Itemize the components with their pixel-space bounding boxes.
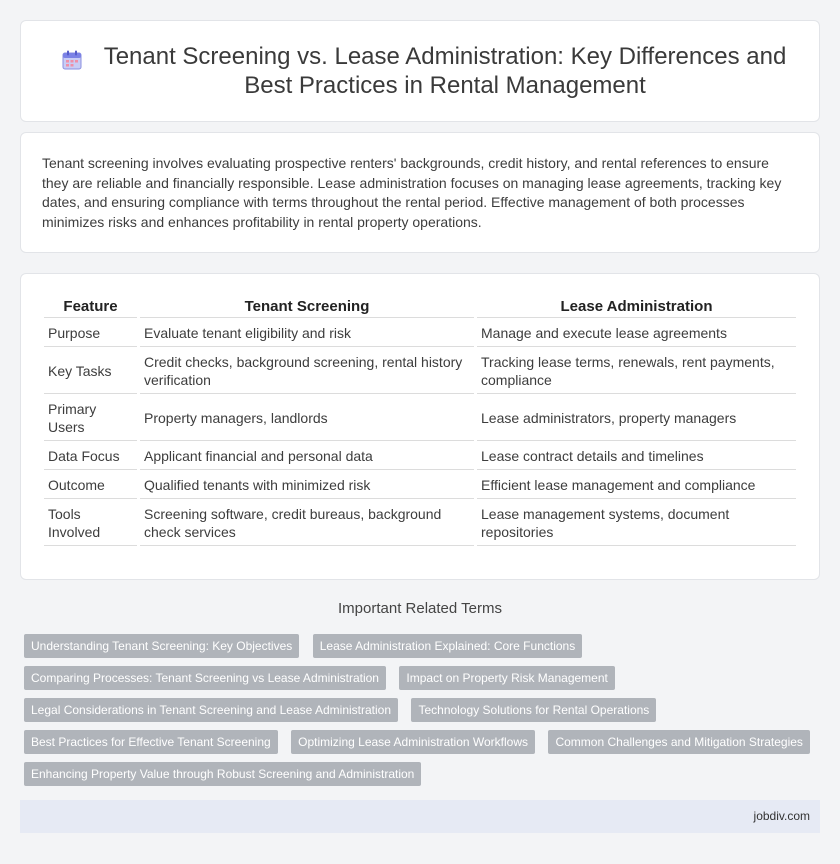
page-title: Tenant Screening vs. Lease Administration: Key Differences and Best Practices in Rental Management bbox=[103, 43, 787, 99]
table-cell: Primary Users bbox=[44, 394, 137, 441]
column-header-tenant-screening: Tenant Screening bbox=[140, 295, 474, 318]
related-term-tag[interactable]: Comparing Processes: Tenant Screening vs Lease Administration bbox=[24, 666, 386, 690]
table-cell: Evaluate tenant eligibility and risk bbox=[140, 318, 474, 347]
related-term-tag[interactable]: Understanding Tenant Screening: Key Objectives bbox=[24, 634, 299, 658]
table-row bbox=[44, 347, 796, 394]
table-cell: Tools Involved bbox=[44, 499, 137, 546]
comparison-table-card bbox=[20, 273, 820, 580]
table-cell: Key Tasks bbox=[44, 347, 137, 394]
table-cell: Property managers, landlords bbox=[140, 394, 474, 441]
related-terms-heading: Important Related Terms bbox=[338, 600, 502, 617]
related-term-tag[interactable]: Legal Considerations in Tenant Screening and Lease Administration bbox=[24, 698, 398, 722]
table-row bbox=[44, 499, 796, 546]
table-cell: Lease management systems, document repositories bbox=[477, 499, 796, 546]
summary-text: Tenant screening involves evaluating prospective renters' backgrounds, credit history, and rental references to ensure they are reliable and financially responsible. Lease administration focuses on managing lease agreements, tracking key dates, and ensuring compliance with terms throughout the rental period. Effective management of both processes minimizes risks and enhances profitability in rental property operations. bbox=[42, 155, 782, 230]
related-term-tag[interactable]: Best Practices for Effective Tenant Screening bbox=[24, 730, 278, 754]
table-row bbox=[44, 441, 796, 470]
footer-source-link[interactable]: jobdiv.com bbox=[753, 809, 810, 823]
header-card bbox=[20, 20, 820, 122]
table-row bbox=[44, 318, 796, 347]
table-cell: Applicant financial and personal data bbox=[140, 441, 474, 470]
related-term-tag[interactable]: Lease Administration Explained: Core Functions bbox=[313, 634, 582, 658]
table-cell: Credit checks, background screening, rental history verification bbox=[140, 347, 474, 394]
related-term-tag[interactable]: Impact on Property Risk Management bbox=[399, 666, 614, 690]
table-cell: Manage and execute lease agreements bbox=[477, 318, 796, 347]
related-term-tag[interactable]: Common Challenges and Mitigation Strategies bbox=[548, 730, 809, 754]
table-cell: Lease contract details and timelines bbox=[477, 441, 796, 470]
table-header-row bbox=[44, 295, 796, 318]
table-cell: Screening software, credit bureaus, background check services bbox=[140, 499, 474, 546]
related-term-tag[interactable]: Technology Solutions for Rental Operations bbox=[411, 698, 656, 722]
table-cell: Lease administrators, property managers bbox=[477, 394, 796, 441]
related-term-tag[interactable]: Optimizing Lease Administration Workflows bbox=[291, 730, 535, 754]
column-header-lease-administration: Lease Administration bbox=[477, 295, 796, 318]
table-cell: Data Focus bbox=[44, 441, 137, 470]
table-cell: Outcome bbox=[44, 470, 137, 499]
column-header-feature: Feature bbox=[44, 295, 137, 318]
related-term-tag[interactable]: Enhancing Property Value through Robust Screening and Administration bbox=[24, 762, 421, 786]
table-cell: Efficient lease management and compliance bbox=[477, 470, 796, 499]
comparison-table bbox=[41, 295, 799, 546]
footer bbox=[20, 800, 820, 833]
table-row bbox=[44, 394, 796, 441]
table-row bbox=[44, 470, 796, 499]
summary-card bbox=[20, 132, 820, 253]
table-cell: Tracking lease terms, renewals, rent payments, compliance bbox=[477, 347, 796, 394]
table-cell: Purpose bbox=[44, 318, 137, 347]
table-cell: Qualified tenants with minimized risk bbox=[140, 470, 474, 499]
related-terms-list bbox=[24, 634, 824, 794]
